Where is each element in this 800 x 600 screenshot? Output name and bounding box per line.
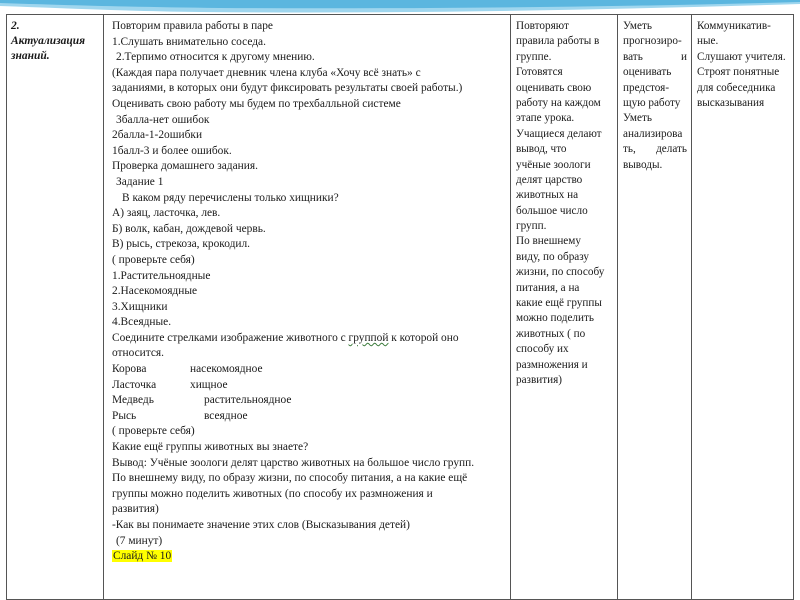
teacher-line: 3балла-нет ошибок <box>116 113 210 126</box>
students-line: оценивать свою <box>516 81 592 94</box>
animal-group-pair <box>112 378 507 394</box>
students-line: По внешнему <box>516 235 581 248</box>
skills-line: выводы. <box>623 158 663 171</box>
communicative-line: Слушают учителя. <box>697 50 786 63</box>
students-line: размножения и <box>516 358 588 371</box>
lesson-plan-table <box>6 14 794 600</box>
slide-number-label: Слайд № 10 <box>113 550 172 563</box>
skills-line: Уметь <box>623 20 652 32</box>
communicative-line: ные. <box>697 35 719 48</box>
students-line: Готовятся <box>516 66 563 79</box>
teacher-line: Какие ещё группы животных вы знаете? <box>112 441 309 454</box>
stage-title-line: Актуализация <box>11 35 86 47</box>
teacher-line: Проверка домашнего задания. <box>112 160 258 173</box>
teacher-line: В) рысь, стрекоза, крокодил. <box>112 238 251 251</box>
teacher-line: Повторим правила работы в паре <box>112 20 273 32</box>
skills-word: и <box>681 50 687 63</box>
students-line: групп. <box>516 220 547 233</box>
skills-line: предстоя- <box>623 81 670 94</box>
students-line: можно поделить <box>516 312 594 325</box>
stage-title <box>7 15 103 64</box>
communicative-line: Строят понятные <box>697 66 780 79</box>
students-line: питания, а на <box>516 281 580 294</box>
animal-name: Медведь <box>112 394 154 407</box>
students-line: Учащиеся делают <box>516 127 602 140</box>
students-line: жизни, по способу <box>516 266 605 279</box>
skills-line <box>623 50 687 65</box>
teacher-line: Оценивать свою работу мы будем по трехбалльной системе <box>112 97 401 110</box>
stage-column <box>7 15 104 599</box>
skills-line <box>623 142 687 157</box>
students-activity-text <box>511 15 617 388</box>
students-line: этапе урока. <box>516 112 575 125</box>
skills-line: щую работу <box>623 96 681 109</box>
match-task-line: относится. <box>112 347 165 360</box>
animal-group: всеядное <box>204 409 248 422</box>
teacher-line: В каком ряду перечислены только хищники? <box>122 191 339 204</box>
skills-word: ть, <box>623 143 636 156</box>
teacher-line: По внешнему виду, по образу жизни, по способу питания, а на какие ещё <box>112 472 468 485</box>
animal-group: хищное <box>190 378 228 391</box>
skills-line: Уметь <box>623 112 652 125</box>
communicative-line: для собеседника <box>697 81 776 94</box>
teacher-line: (Каждая пара получает дневник члена клуба «Хочу всё знать» с <box>112 66 421 79</box>
teacher-activity-text <box>104 15 510 565</box>
teacher-line: 3.Хищники <box>112 300 168 313</box>
stage-title-line: знаний. <box>11 50 50 62</box>
teacher-line: 1.Слушать внимательно соседа. <box>112 35 266 48</box>
animal-group: насекомоядное <box>190 363 263 376</box>
skills-word: вать <box>623 50 643 63</box>
students-line: животных ( по <box>516 327 586 340</box>
students-line: делят царство <box>516 173 583 186</box>
teacher-line: 1балл-3 и более ошибок. <box>112 144 232 157</box>
teacher-line: Б) волк, кабан, дождевой червь. <box>112 222 266 235</box>
skills-line: анализирова <box>623 127 683 140</box>
teacher-line: Вывод: Учёные зоологи делят царство животных на большое число групп. <box>112 456 475 469</box>
animal-group-pair <box>112 393 507 409</box>
students-line: правила работы в <box>516 35 600 48</box>
teacher-line: -Как вы понимаете значение этих слов (Высказывания детей) <box>112 519 410 531</box>
teacher-line: 2.Терпимо относится к другому мнению. <box>116 51 315 64</box>
animal-group-pair <box>112 409 507 425</box>
students-line: виду, по образу <box>516 250 590 263</box>
teacher-activity-column <box>104 15 511 599</box>
students-line: развития) <box>516 373 562 386</box>
teacher-line: развития) <box>112 503 159 516</box>
students-line: способу их <box>516 343 569 356</box>
students-activity-column <box>511 15 618 599</box>
match-task-text: к которой оно <box>388 331 459 344</box>
skills-line: прогнозиро- <box>623 35 682 48</box>
teacher-line: Задание 1 <box>116 175 164 188</box>
teacher-line: 4.Всеядные. <box>112 316 172 329</box>
students-line: какие ещё группы <box>516 297 602 310</box>
teacher-line: группы можно поделить животных (по способу их размножения и <box>112 487 433 500</box>
communicative-line: Коммуникатив- <box>697 20 771 32</box>
spellcheck-underlined-word: группой <box>348 331 389 344</box>
teacher-line: А) заяц, ласточка, лев. <box>112 207 221 220</box>
students-line: Повторяют <box>516 20 569 32</box>
students-line: работу на каждом <box>516 96 601 109</box>
students-line: вывод, что <box>516 143 567 156</box>
animal-group: растительноядное <box>204 394 292 407</box>
skills-column <box>618 15 692 599</box>
animal-name: Рысь <box>112 409 137 422</box>
teacher-line: (7 минут) <box>116 534 163 547</box>
students-line: группе. <box>516 50 552 63</box>
communicative-text <box>692 15 793 111</box>
teacher-line: 2балла-1-2ошибки <box>112 129 203 142</box>
teacher-line: 1.Растительноядные <box>112 269 211 282</box>
students-line: животных на <box>516 189 579 202</box>
teacher-line: 2.Насекомоядные <box>112 285 198 298</box>
stage-number: 2. <box>11 20 20 32</box>
slide-label-line <box>112 549 507 565</box>
skills-text <box>618 15 691 173</box>
communicative-line: высказывания <box>697 96 765 109</box>
animal-name: Корова <box>112 363 147 376</box>
match-task-line <box>112 331 507 347</box>
teacher-line: ( проверьте себя) <box>112 253 195 266</box>
match-task-text: Соедините стрелками изображение животного с <box>112 331 349 344</box>
skills-line: оценивать <box>623 66 672 79</box>
teacher-line: ( проверьте себя) <box>112 425 195 438</box>
students-line: большое число <box>516 204 588 217</box>
animal-name: Ласточка <box>112 378 157 391</box>
communicative-column <box>692 15 793 599</box>
students-line: учёные зоологи <box>516 158 591 171</box>
animal-group-pair <box>112 362 507 378</box>
teacher-line: заданиями, в которых они будут фиксировать результаты своей работы.) <box>112 82 463 95</box>
skills-word: делать <box>656 143 687 156</box>
